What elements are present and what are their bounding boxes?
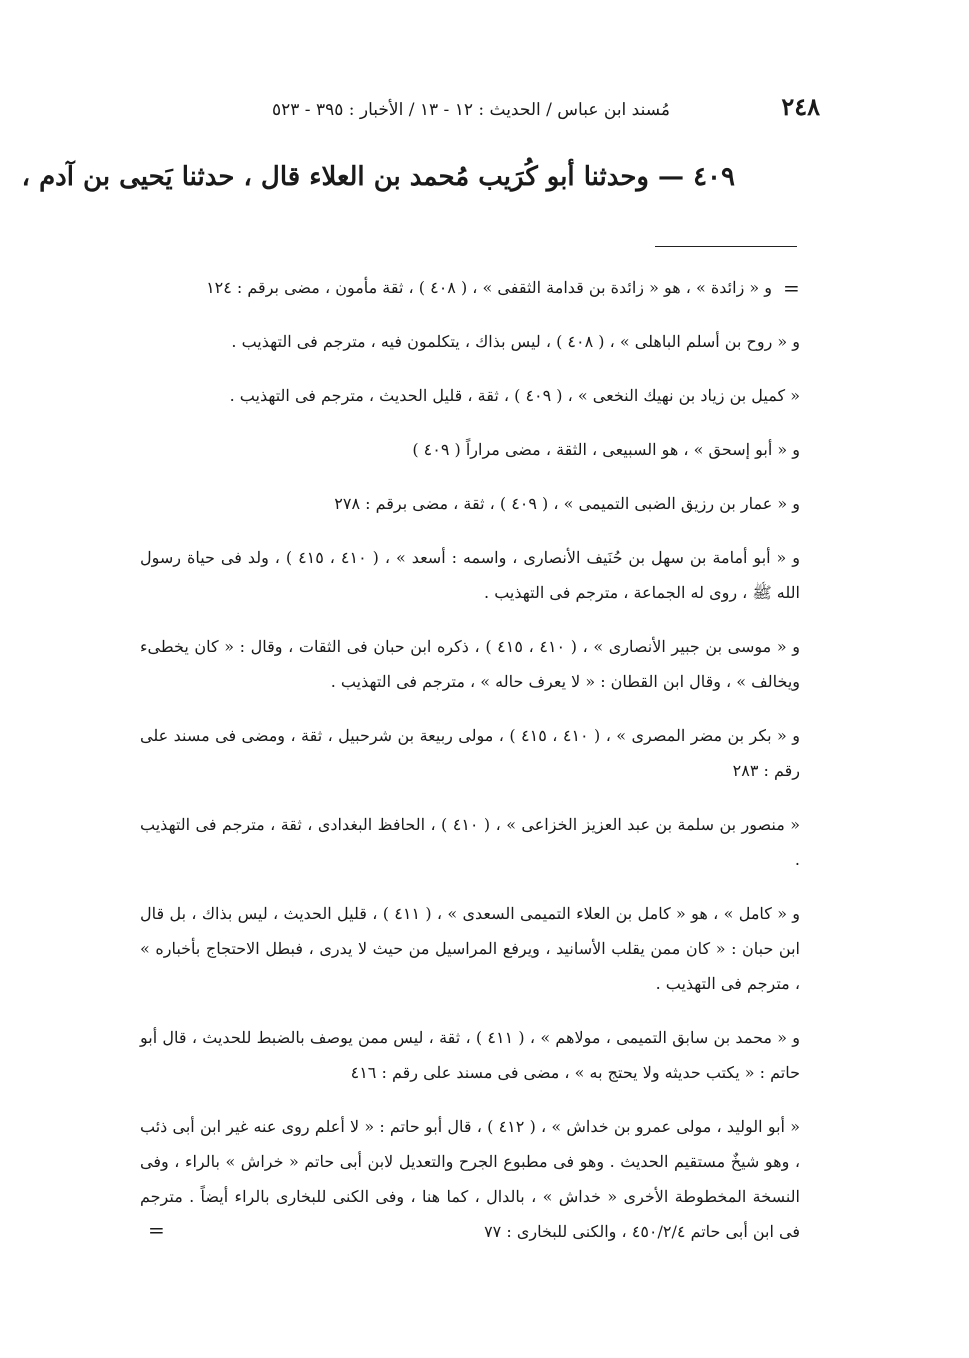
footnote-paragraph: و « عمار بن رزيق الضبى التميمى » ، ( ٤٠٩ ) ، ثقة ، مضى برقم : ٢٧٨	[334, 494, 800, 513]
footnote-divider	[655, 246, 797, 247]
footnote-paragraph: و « بكر بن مضر المصرى » ، ( ٤١٠ ، ٤١٥ ) ، مولى ربيعة بن شرحبيل ، ثقة ، ومضى فى مسند على رقم : ٢٨٣	[140, 726, 800, 780]
footnote-paragraph: و « روح بن أسلم الباهلى » ، ( ٤٠٨ ) ، ليس بذاك ، يتكلمون فيه ، مترجم فى التهذيب .	[231, 332, 800, 351]
footnote-paragraph: « أبو الوليد ، مولى عمرو بن خداش » ، ( ٤١٢ ) ، قال أبو حاتم : « لا أعلم روى عنه غير ابن أبى ذئب ، وهو شيخٌ مستقيم الحديث . وهو فى مطبوع الجرح والتعديل لابن أبى حاتم « خراش » بالراء ، وفى النسخة المخطوطة الأخرى « خداش » ، بالدال ، كما هنا ، وفى الكنى للبخارى بالراء أيضاً . مترجم فى ابن أبى حاتم ٤٥٠/٢/٤ ، والكنى للبخارى : ٧٧	[140, 1117, 800, 1241]
footnote-paragraph: و « أبو أمامة بن سهل بن حُنَيف الأنصارى ، واسمه : أسعد » ، ( ٤١٠ ، ٤١٥ ) ، ولد فى حياة رسول الله ﷺ ، روى له الجماعة ، مترجم فى التهذيب .	[140, 548, 800, 602]
continuation-mark-top: =	[783, 276, 800, 300]
page-header	[140, 92, 820, 132]
footnote-paragraph: و « زائدة » ، هو « زائدة بن قدامة الثقفى » ، ( ٤٠٨ ) ، ثقة مأمون ، مضى برقم : ١٢٤	[206, 278, 772, 297]
footnote-paragraph: « منصور بن سلمة بن عبد العزيز الخزاعى » ، ( ٤١٠ ) ، الحافظ البغدادى ، ثقة ، مترجم فى التهذيب .	[140, 815, 800, 869]
footnote-paragraph: و « موسى بن جبير الأنصارى » ، ( ٤١٠ ، ٤١٥ ) ، ذكره ابن حبان فى الثقات ، وقال : « كان يخطىء ويخالف » ، وقال ابن القطان : « لا يعرف حاله » ، مترجم فى التهذيب .	[140, 637, 800, 691]
footnote-paragraph: و « كامل » ، هو « كامل بن العلاء التميمى السعدى » ، ( ٤١١ ) ، قليل الحديث ، ليس بذاك ، بل قال ابن حبان : « كان ممن يقلب الأسانيد ، ويرفع المراسيل من حيث لا يدرى ، فبطل الاحتجاج بأخباره » ، مترجم فى التهذيب .	[140, 904, 801, 993]
continuation-mark-bottom: =	[148, 1218, 165, 1242]
footnotes	[140, 270, 800, 1268]
page-number: ٢٤٨	[781, 92, 820, 121]
running-title: مُسند ابن عباس / الحديث : ١٢ - ١٣ / الأخبار : ٣٩٥ - ٥٢٣	[271, 100, 670, 120]
footnote-paragraph: « كميل بن زياد بن نهيك النخعى » ، ( ٤٠٩ ) ، ثقة ، قليل الحديث ، مترجم فى التهذيب .	[229, 386, 800, 405]
footnote-paragraph: و « أبو إسحق » ، هو السبيعى ، الثقة ، مضى مراراً ( ٤٠٩ )	[412, 440, 800, 459]
hadith-text: ٤٠٩ — وحدثنا أبو كُرَيب مُحمد بن العلاء قال ، حدثنا يَحيى بن آدم ،	[21, 162, 735, 192]
footnote-paragraph: و « محمد بن سابق التميمى ، مولاهم » ، ( ٤١١ ) ، ثقة ، ليس ممن يوصف بالضبط للحديث ، قال أبو حاتم : « يكتب حديثه ولا يحتج به » ، مضى فى مسند على رقم : ٤١٦	[140, 1028, 800, 1082]
